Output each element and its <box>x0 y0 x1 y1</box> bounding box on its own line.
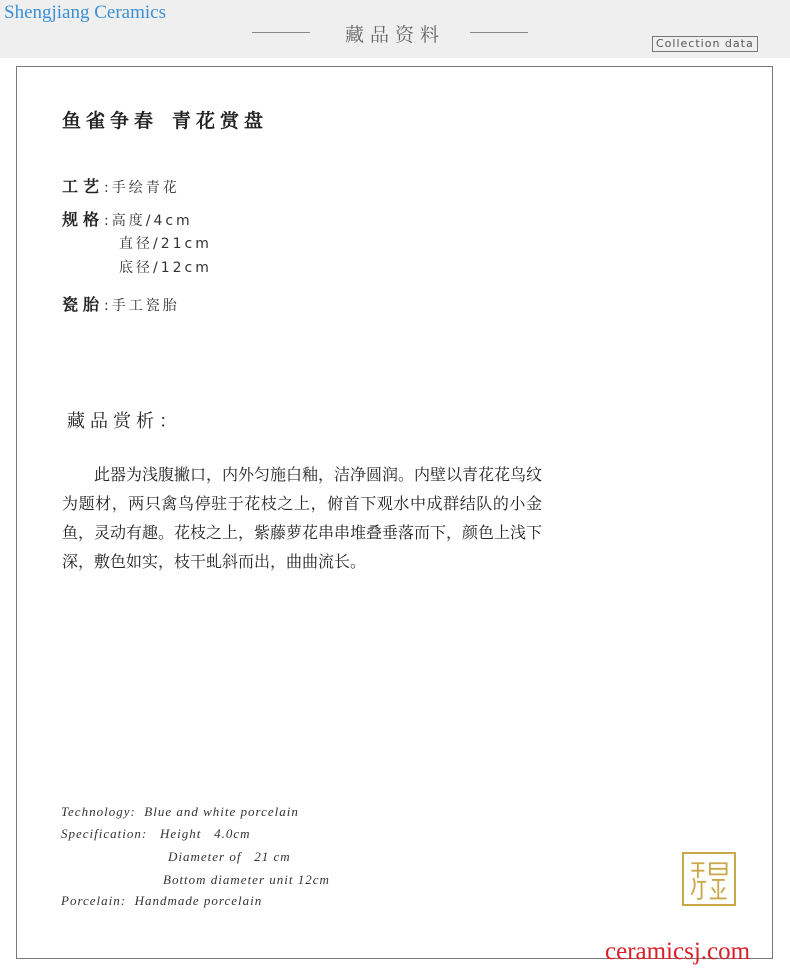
english-porcelain: Porcelain: Handmade porcelain <box>61 893 263 908</box>
header-divider-right <box>470 32 528 33</box>
english-diameter: Diameter of 21 cm <box>168 849 291 864</box>
body-row: 瓷胎:手工瓷胎 <box>62 295 180 314</box>
header-title: 藏品资料 <box>344 24 445 46</box>
body-value: 手工瓷胎 <box>111 298 180 314</box>
english-technology: Technology: Blue and white porcelain <box>61 804 299 819</box>
english-specification: Specification: Height 4.0cm <box>61 826 251 841</box>
product-title <box>62 106 268 133</box>
collection-data-tag: Collection data <box>652 36 758 52</box>
spec-height: 高度/4cm <box>111 213 193 229</box>
spec-label: 规格 <box>62 210 105 229</box>
spec-row: 规格:高度/4cm <box>62 210 193 229</box>
appreciation-heading: 藏品赏析： <box>67 411 182 432</box>
english-bottom-diameter: Bottom diameter unit 12cm <box>163 872 330 887</box>
craft-value: 手绘青花 <box>111 180 180 196</box>
appreciation-text: 此器为浅腹撇口，内外匀施白釉，洁净圆润。内壁以青花花鸟纹为题材，两只禽鸟停驻于花枝之上，俯首下观水中成群结队的小金鱼，灵动有趣。花枝之上，紫藤萝花串串堆叠垂落而下，颜色上浅下深，敷色如实，枝干虬斜而出，曲曲流长。 <box>62 465 543 571</box>
craft-label: 工艺 <box>62 177 105 196</box>
product-title-name: 鱼雀争春 <box>62 110 159 132</box>
seal-glyph-icon <box>684 854 734 904</box>
spec-bottom-diameter: 底径/12cm <box>119 260 212 276</box>
body-label: 瓷胎 <box>62 295 105 314</box>
watermark-text: ceramicsj.com <box>605 938 751 965</box>
brand-logo-text: Shengjiang Ceramics <box>4 2 166 23</box>
top-banner <box>0 0 790 58</box>
craft-row: 工艺:手绘青花 <box>62 177 180 196</box>
spec-diameter: 直径/21cm <box>119 236 212 252</box>
seal-stamp-icon <box>682 852 736 906</box>
product-title-type: 青花赏盘 <box>172 110 269 132</box>
